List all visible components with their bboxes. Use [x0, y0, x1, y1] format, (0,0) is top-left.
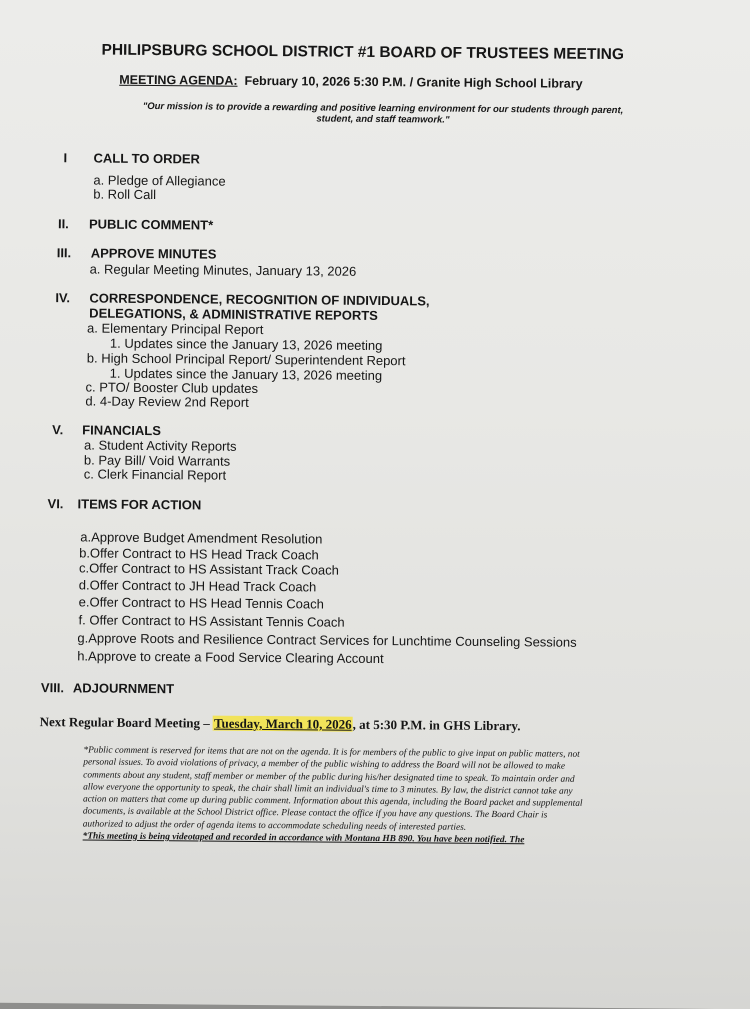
action-item: a.Approve Budget Amendment Resolution: [80, 529, 323, 547]
action-item: c.Offer Contract to HS Assistant Track Coach: [78, 560, 339, 578]
section-title-call-to-order: CALL TO ORDER: [93, 150, 201, 167]
list-item: b. Roll Call: [93, 186, 157, 203]
list-item: b. High School Principal Report/ Superintendent Report: [86, 350, 406, 369]
section-number: III.: [56, 245, 72, 261]
mission-statement: [103, 101, 663, 128]
section-number: VIII.: [40, 680, 65, 696]
list-item: b. Pay Bill/ Void Warrants: [83, 452, 231, 469]
next-meeting-date-highlight: Tuesday, March 10, 2026: [214, 715, 352, 732]
agenda-date-location: February 10, 2026 5:30 P.M. / Granite High School Library: [244, 73, 583, 91]
section-title-adjournment: ADJOURNMENT: [72, 680, 175, 697]
recording-notice: *This meeting is being videotaped and recorded in accordance with Montana HB 890. You have been notified. The: [82, 831, 525, 846]
section-title-correspondence: CORRESPONDENCE, RECOGNITION OF INDIVIDUALS,: [89, 290, 430, 309]
next-meeting-prefix: Next Regular Board Meeting –: [39, 714, 214, 731]
mission-line: student, and staff teamwork.": [316, 113, 450, 126]
agenda-label: MEETING AGENDA:: [119, 72, 238, 88]
action-item: b.Offer Contract to HS Head Track Coach: [79, 545, 319, 563]
page-title: PHILIPSBURG SCHOOL DISTRICT #1 BOARD OF TRUSTEES MEETING: [101, 41, 625, 64]
section-number: V.: [52, 422, 64, 438]
mission-line: "Our mission is to provide a rewarding and positive learning environment for our students through parent,: [142, 100, 624, 117]
section-title-correspondence-line2: DELEGATIONS, & ADMINISTRATIVE REPORTS: [89, 305, 378, 324]
section-title-items-for-action: ITEMS FOR ACTION: [77, 496, 202, 513]
footnote-line: authorized to adjust the order of agenda items to accommodate scheduling needs of interested parties.: [82, 819, 467, 833]
list-item: a. Elementary Principal Report: [87, 320, 264, 338]
action-item: f. Offer Contract to HS Assistant Tennis Coach: [78, 612, 345, 630]
list-item: c. Clerk Financial Report: [83, 466, 227, 483]
action-item: e.Offer Contract to HS Head Tennis Coach: [78, 594, 324, 612]
action-item: d.Offer Contract to JH Head Track Coach: [78, 577, 317, 595]
agenda-info-line: [119, 73, 582, 91]
footnote-line: allow everyone the opportunity to speak, the chair shall limit an individual's time to 3 minutes. By law, the district cannot take any: [83, 782, 573, 797]
next-meeting-line: [40, 714, 521, 734]
action-item: g.Approve Roots and Resilience Contract Services for Lunchtime Counseling Sessions: [77, 630, 577, 650]
list-item: a. Pledge of Allegiance: [93, 172, 226, 189]
section-number: IV.: [55, 290, 71, 306]
section-number: VI.: [47, 496, 64, 512]
list-item: a. Regular Meeting Minutes, January 13, 2026: [89, 261, 357, 279]
action-item: h.Approve to create a Food Service Clearing Account: [77, 648, 384, 667]
next-meeting-suffix: , at 5:30 P.M. in GHS Library.: [352, 716, 521, 734]
section-title-public-comment: PUBLIC COMMENT*: [88, 216, 214, 233]
footnote-line: personal issues. To avoid violations of privacy, a member of the public wishing to address the Board will not be allowed to make: [83, 757, 566, 772]
list-item: d. 4-Day Review 2nd Report: [85, 393, 249, 410]
footnote-line: comments about any student, staff member or member of the public during his/her designated time to speak. To maintain order and: [83, 770, 575, 785]
list-subitem: 1. Updates since the January 13, 2026 meeting: [109, 365, 383, 384]
footnote-line: documents, is available at the School District office. Please contact the office if you have any questions. The Board Chair is: [82, 806, 548, 821]
section-title-financials: FINANCIALS: [82, 422, 161, 439]
public-comment-footnote: [83, 744, 654, 847]
section-number: II.: [57, 216, 69, 232]
section-number: I: [63, 150, 68, 166]
list-item: a. Student Activity Reports: [84, 437, 237, 454]
list-item: c. PTO/ Booster Club updates: [85, 379, 259, 396]
footnote-line: *Public comment is reserved for items that are not on the agenda. It is for members of the public to give input on public matters, not: [83, 745, 580, 760]
list-subitem: 1. Updates since the January 13, 2026 meeting: [109, 335, 383, 354]
footnote-line: action on matters that come up during public comment. Information about this agenda, including the Board packet and supplemental: [82, 794, 583, 809]
section-title-approve-minutes: APPROVE MINUTES: [90, 245, 217, 262]
